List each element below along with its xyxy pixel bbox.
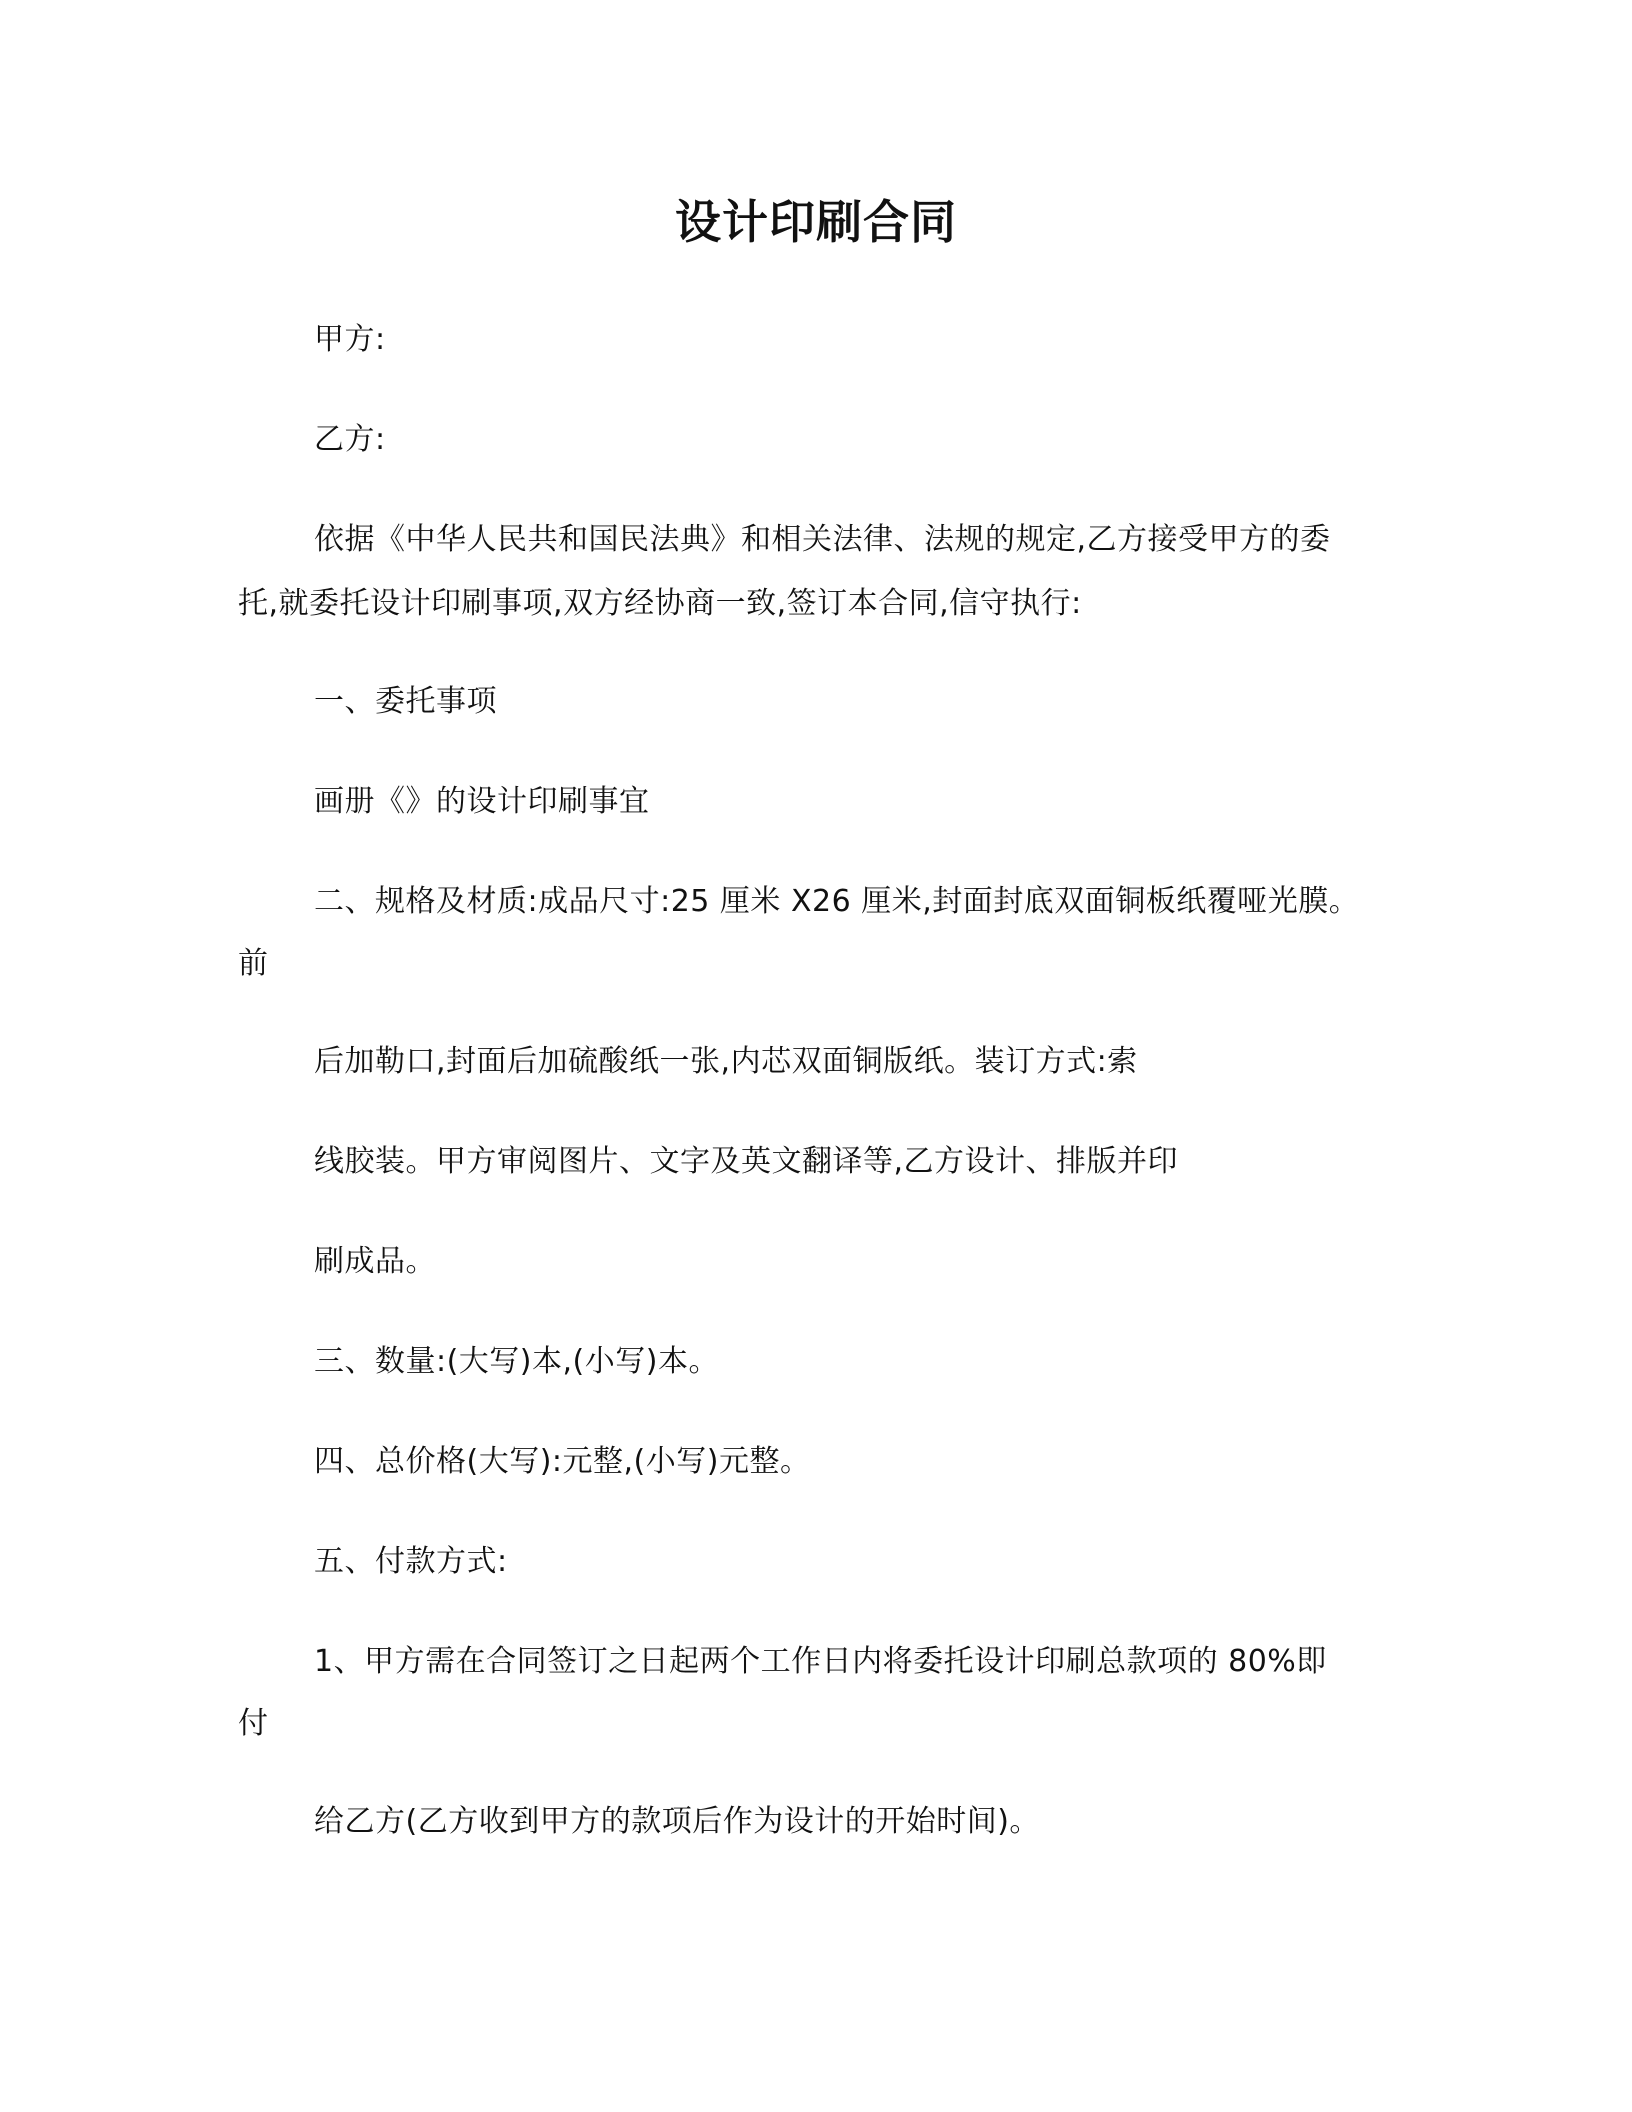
document-title: 设计印刷合同 (675, 195, 957, 249)
preamble-line-2: 托,就委托设计印刷事项,双方经协商一致,签订本合同,信守执行: (238, 586, 1082, 621)
payment-item-1-line-1: 1、甲方需在合同签订之日起两个工作日内将委托设计印刷总款项的 80%即 (314, 1644, 1327, 1679)
payment-item-1-line-3: 给乙方(乙方收到甲方的款项后作为设计的开始时间)。 (314, 1804, 1040, 1839)
section-4: 四、总价格(大写):元整,(小写)元整。 (314, 1444, 811, 1479)
party-a-label: 甲方: (314, 322, 386, 357)
section-2-line-4: 线胶装。甲方审阅图片、文字及英文翻译等,乙方设计、排版并印 (314, 1144, 1179, 1179)
section-3: 三、数量:(大写)本,(小写)本。 (314, 1344, 719, 1379)
section-2-line-5: 刷成品。 (314, 1244, 436, 1279)
party-b-label: 乙方: (314, 422, 386, 457)
section-2-line-1: 二、规格及材质:成品尺寸:25 厘米 X26 厘米,封面封底双面铜板纸覆哑光膜。 (314, 884, 1360, 919)
payment-item-1-line-2: 付 (238, 1706, 269, 1741)
section-2-line-3: 后加勒口,封面后加硫酸纸一张,内芯双面铜版纸。装订方式:索 (314, 1044, 1138, 1079)
preamble-line-1: 依据《中华人民共和国民法典》和相关法律、法规的规定,乙方接受甲方的委 (314, 522, 1331, 557)
section-1-heading: 一、委托事项 (314, 684, 497, 719)
section-5-heading: 五、付款方式: (314, 1544, 508, 1579)
section-1-body: 画册《》的设计印刷事宜 (314, 784, 650, 819)
section-2-line-2: 前 (238, 946, 269, 981)
